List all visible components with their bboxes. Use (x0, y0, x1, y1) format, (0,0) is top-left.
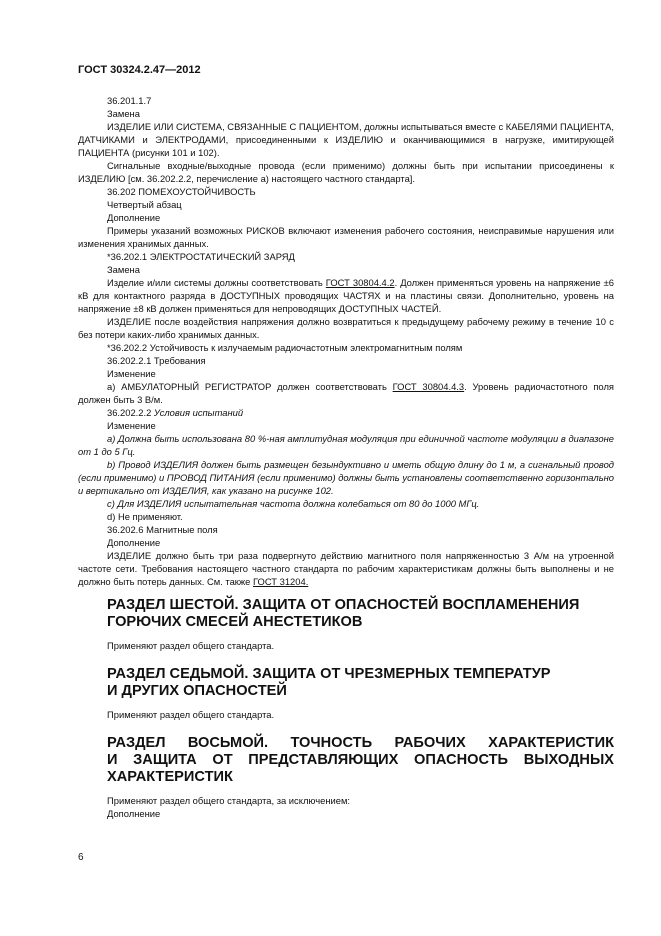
clause-heading: *36.202.1 ЭЛЕКТРОСТАТИЧЕСКИЙ ЗАРЯД (107, 251, 295, 262)
paragraph-ref: Четвертый абзац (107, 199, 182, 210)
page-number: 6 (78, 852, 84, 863)
section-body: Применяют раздел общего стандарта. (107, 640, 275, 651)
page-content (78, 94, 614, 820)
change-type: Дополнение (107, 212, 161, 223)
section-seven (78, 666, 614, 700)
subclause-heading (78, 406, 614, 419)
gost-link[interactable]: ГОСТ 30804.4.2 (325, 277, 395, 288)
paragraph (78, 549, 614, 588)
section-body: Применяют раздел общего стандарта. (107, 709, 275, 720)
section-title-line: И ДРУГИХ ОПАСНОСТЕЙ (107, 683, 287, 699)
gost-link[interactable]: ГОСТ 30804.4.3 (392, 381, 465, 392)
paragraph (78, 276, 614, 315)
change-type: Изменение (107, 368, 156, 379)
clause-number: 36.202.2.2 (107, 407, 154, 418)
section-title-line: РАЗДЕЛ ВОСЬМОЙ. ТОЧНОСТЬ РАБОЧИХ ХАРАКТЕРИСТИК (107, 735, 614, 751)
clause-heading: 36.202 ПОМЕХОУСТОЙЧИВОСТЬ (107, 186, 256, 197)
text: . Уровень радиочастотного поля должен быть 3 В/м. (78, 381, 614, 405)
list-item: b) Провод ИЗДЕЛИЯ должен быть размещен безындуктивно и иметь общую длину до 1 м, а сигнальный провод (если применимо) и ПРОВОД ПИТАНИЯ (если применимо) должны быть установлены соответственно горизонтально и вертикально от ИЗДЕЛИЯ, как указано на рисунке 102. (78, 459, 614, 496)
section-six (78, 597, 614, 631)
paragraph: Примеры указаний возможных РИСКОВ включают изменения рабочего состояния, неисправимые нарушения или изменения хранимых данных. (78, 225, 614, 249)
text: . Должен применяться уровень на напряжение ±6 кВ для контактного разряда в ДОСТУПНЫХ проводящих ЧАСТЯХ и на пластины связи. Дополнительно, уровень на напряжение ±8 кВ должен применяться для непроводящих ДОСТУПНЫХ ЧАСТЕЙ. (78, 277, 614, 314)
paragraph: ИЗДЕЛИЕ после воздействия напряжения должно возвратиться к предыдущему рабочему режиму в течение 10 с без потери каких-либо хранимых данных. (78, 316, 614, 340)
section-title-line: ХАРАКТЕРИСТИК (107, 769, 233, 785)
paragraph: ИЗДЕЛИЕ ИЛИ СИСТЕМА, СВЯЗАННЫЕ С ПАЦИЕНТОМ, должны испытываться вместе с КАБЕЛЯМИ ПАЦИЕНТА, ДАТЧИКАМИ и ЭЛЕКТРОДАМИ, присоединенными к ИЗДЕЛИЮ и оканчивающимися в нагрузке, имитирующей ПАЦИЕНТА (рисунки 101 и 102). (78, 121, 614, 158)
clause-heading: *36.202.2 Устойчивость к излучаемым радиочастотным электромагнитным полям (107, 342, 463, 353)
list-item (78, 380, 614, 406)
section-title-line: РАЗДЕЛ ШЕСТОЙ. ЗАЩИТА ОТ ОПАСНОСТЕЙ ВОСПЛАМЕНЕНИЯ (107, 597, 580, 613)
clause-number: 36.201.1.7 (107, 95, 152, 106)
subclause-heading: 36.202.2.1 Требования (107, 355, 206, 366)
clause-title: Условия испытаний (153, 407, 244, 418)
paragraph: Сигнальные входные/выходные провода (если применимо) должны быть при испытании присоединены к ИЗДЕЛИЮ [см. 36.202.2.2, перечисление а) настоящего частного стандарта]. (78, 160, 614, 184)
clause-heading: 36.202.6 Магнитные поля (107, 524, 218, 535)
change-type: Замена (107, 108, 140, 119)
text: а) АМБУЛАТОРНЫЙ РЕГИСТРАТОР должен соответствовать (107, 381, 393, 392)
document-header: ГОСТ 30324.2.47—2012 (78, 64, 201, 76)
change-type: Дополнение (107, 537, 161, 548)
change-type: Дополнение (107, 808, 161, 819)
text: ИЗДЕЛИЕ должно быть три раза подвергнуто действию магнитного поля напряженностью 3 А/м на утроенной частоте сети. Требования настоящего частного стандарта по рабочим характеристикам должны быть выполнены и не должно быть потерь данных. См. также (78, 550, 614, 587)
change-type: Изменение (107, 420, 156, 431)
section-eight (78, 735, 614, 786)
section-title-line: ГОРЮЧИХ СМЕСЕЙ АНЕСТЕТИКОВ (107, 614, 363, 630)
section-body: Применяют раздел общего стандарта, за исключением: (107, 795, 351, 806)
section-title-line: И ЗАЩИТА ОТ ПРЕДСТАВЛЯЮЩИХ ОПАСНОСТЬ ВЫХОДНЫХ (107, 752, 614, 768)
list-item: d) Не применяют. (107, 511, 183, 522)
text: Изделие и/или системы должны соответствовать (107, 277, 326, 288)
section-title-line: РАЗДЕЛ СЕДЬМОЙ. ЗАЩИТА ОТ ЧРЕЗМЕРНЫХ ТЕМПЕРАТУР (107, 666, 551, 682)
list-item: с) Для ИЗДЕЛИЯ испытательная частота должна колебаться от 80 до 1000 МГц. (107, 498, 480, 509)
change-type: Замена (107, 264, 140, 275)
gost-link[interactable]: ГОСТ 31204. (253, 576, 309, 587)
list-item: а) Должна быть использована 80 %-ная амплитудная модуляция при единичной частоте модуляции в диапазоне от 1 до 5 Гц. (78, 433, 614, 457)
